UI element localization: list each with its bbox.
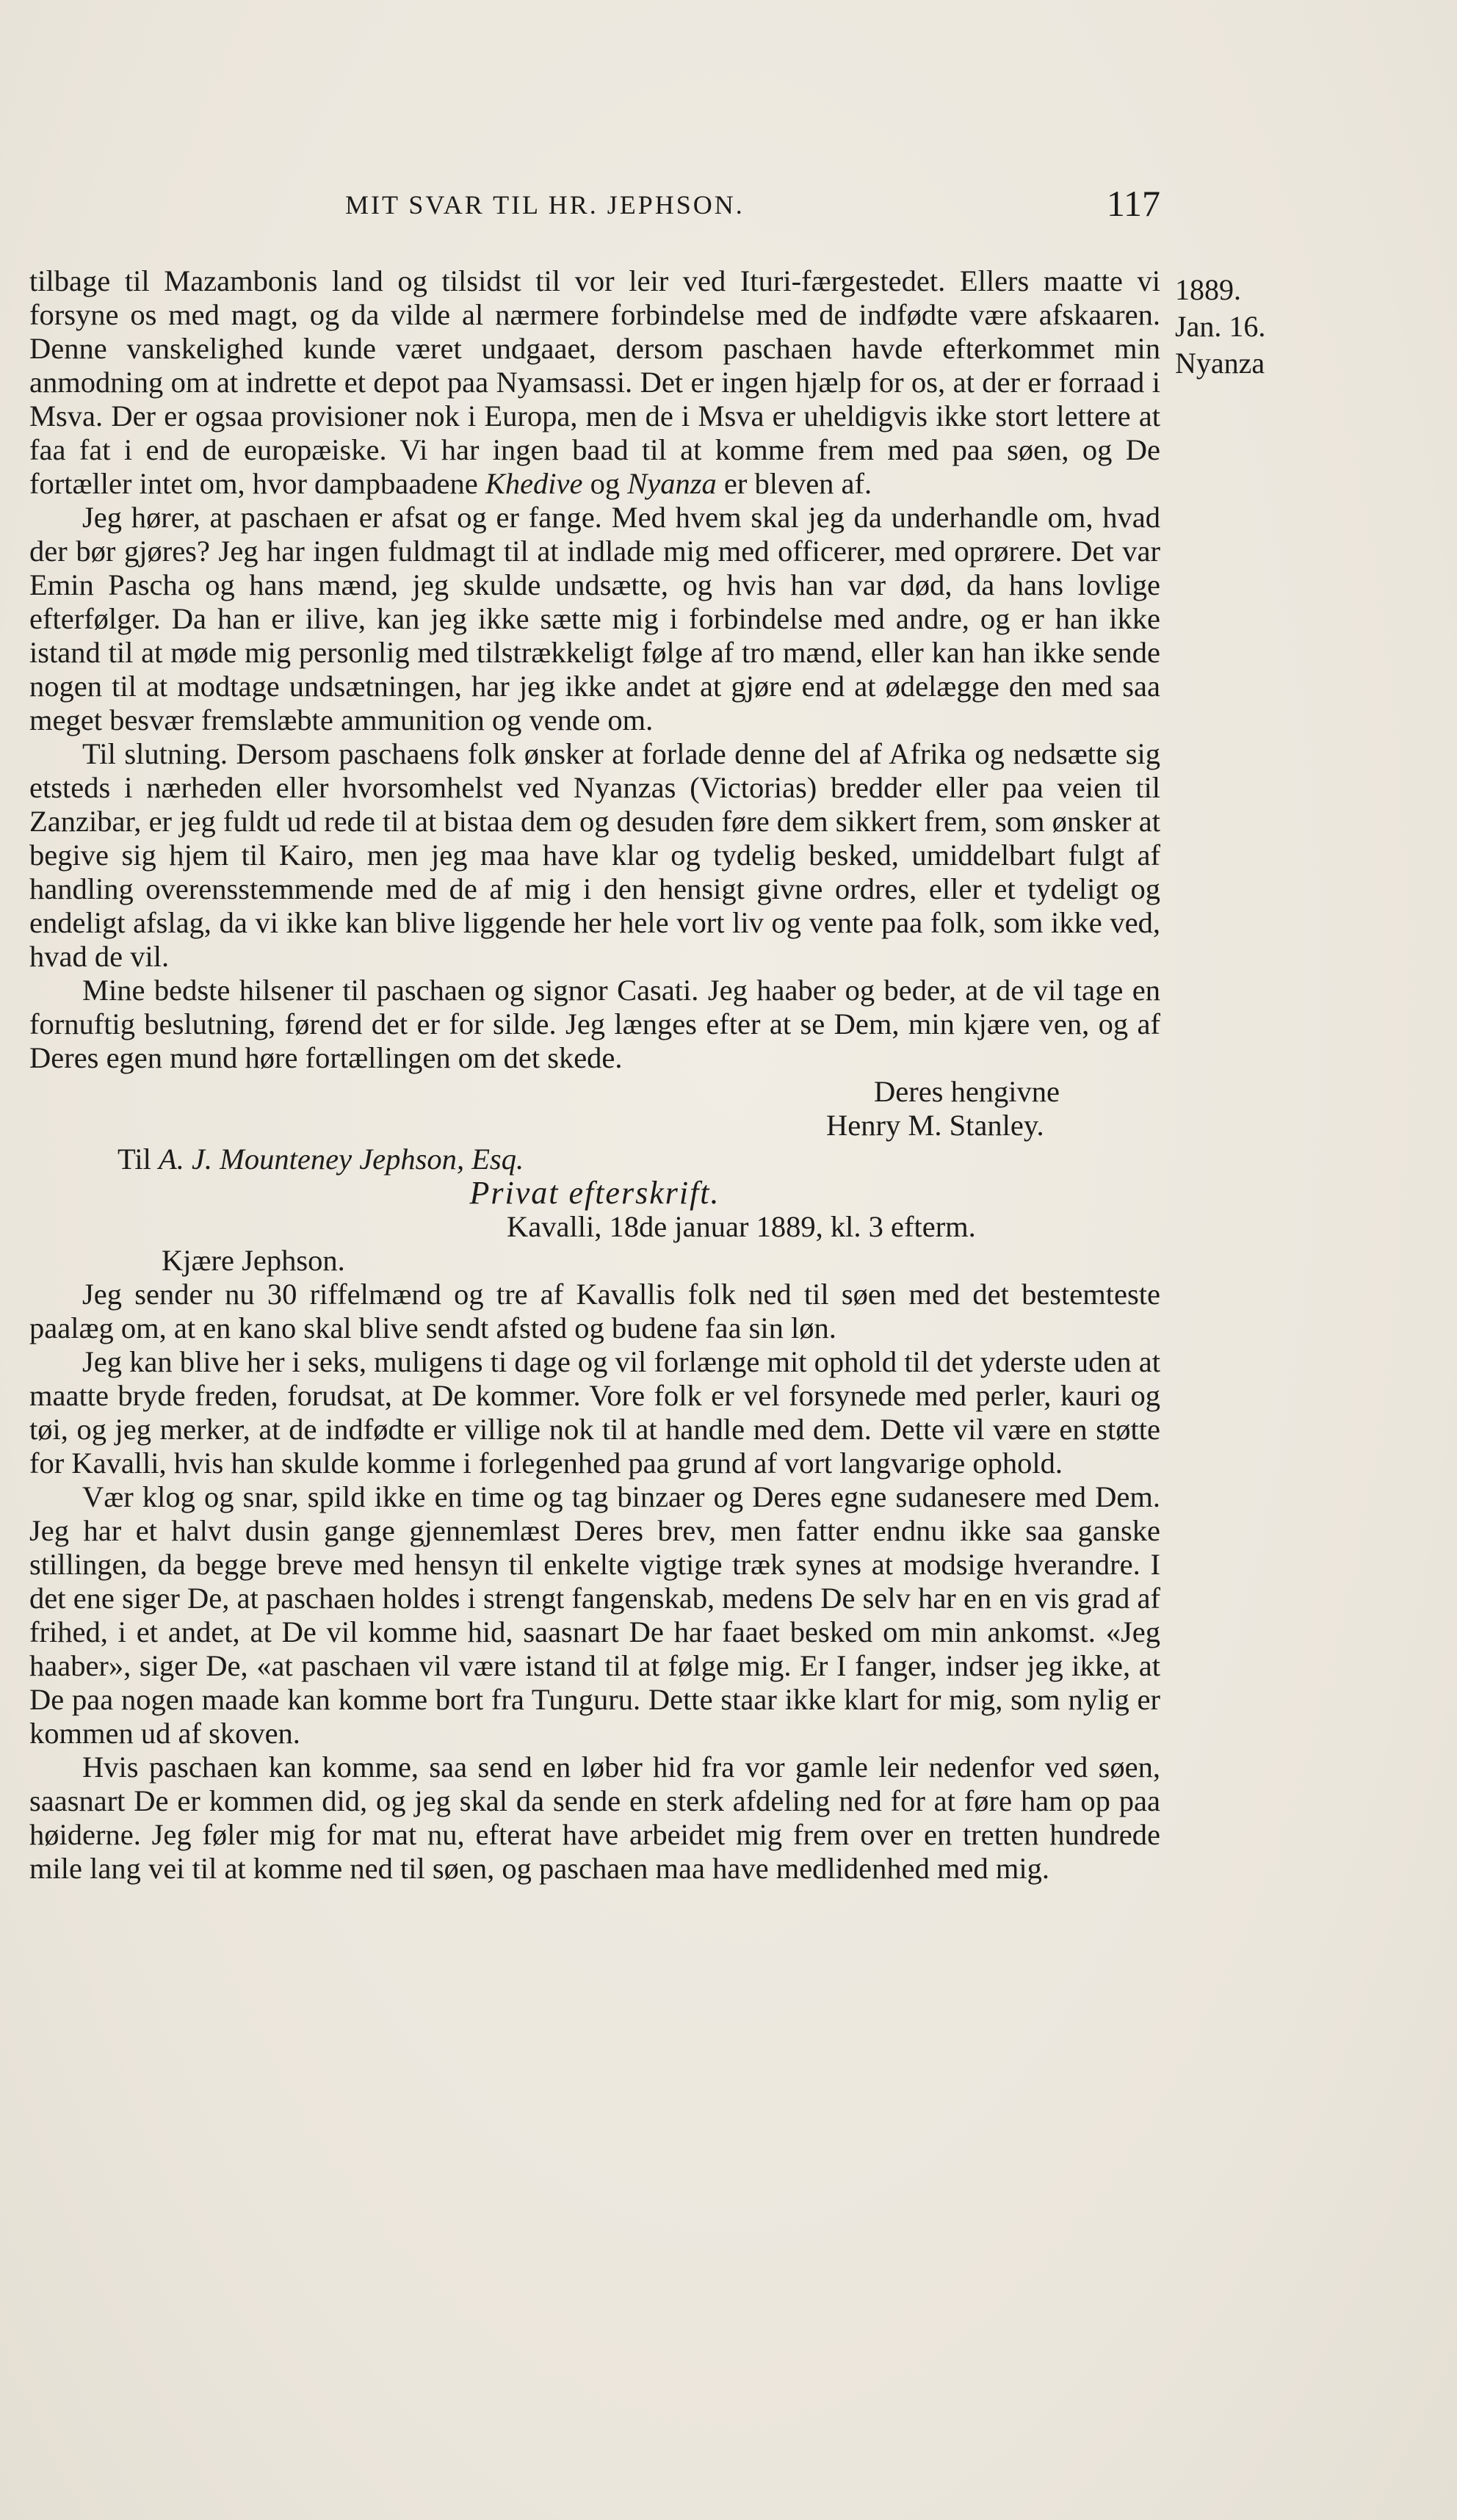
- page-number: 117: [1106, 183, 1160, 224]
- paragraph-1-end: er bleven af.: [716, 467, 872, 500]
- paragraph-4: Mine bedste hilsener til paschaen og signor Casati. Jeg haaber og beder, at de vil tage en fornuftig beslutning, førend det er for silde. Jeg længes efter at se Dem, min kjære ven, og af Deres egen mund høre fortællingen om det skede.: [29, 974, 1160, 1074]
- running-title: MIT SVAR TIL HR. JEPHSON.: [345, 190, 745, 220]
- margin-note-date: Jan. 16.: [1175, 310, 1266, 343]
- paragraph-1: [29, 264, 1160, 501]
- postscript-paragraph-4: Hvis paschaen kan komme, saa send en løber hid fra vor gamle leir nedenfor ved søen, saasnart De er kommen did, og jeg skal da sende en sterk afdeling ned for at føre ham op paa høiderne. Jeg føler mig for mat nu, efterat have arbeidet mig frem over en tretten hundrede mile lang vei til at komme ned til søen, og paschaen maa have medlidenhed med mig.: [29, 1750, 1160, 1885]
- page-header: [345, 182, 1160, 226]
- postscript-dateline: Kavalli, 18de januar 1889, kl. 3 efterm.: [507, 1210, 976, 1243]
- postscript-paragraph-1: Jeg sender nu 30 riffelmænd og tre af Kavallis folk ned til søen med det bestemteste paalæg om, at en kano skal blive sendt afsted og budene faa sin løn.: [29, 1278, 1160, 1344]
- margin-note-place: Nyanza: [1175, 347, 1265, 380]
- ship-name-nyanza: Nyanza: [627, 467, 717, 500]
- postscript-title: Privat efterskrift.: [469, 1175, 720, 1211]
- postscript-paragraph-3: Vær klog og snar, spild ikke en time og tag binzaer og Deres egne sudanesere med Dem. Jeg har et halvt dusin gange gjennemlæst Deres brev, men fatter endnu ikke saa ganske stillingen, da begge breve med hensyn til enkelte vigtige træk synes at modsige hverandre. I det ene siger De, at paschaen holdes i strengt fangenskab, medens De selv har en en vis grad af frihed, i et andet, at De vil komme hid, saasnart De har faaet besked om min ankomst. «Jeg haaber», siger De, «at paschaen vil være istand til at følge mig. Er I fanger, indser jeg ikke, at De paa nogen maade kan komme bort fra Tunguru. Dette staar ikke klart for mig, som nylig er kommen ud af skoven.: [29, 1480, 1160, 1750]
- margin-note: [1175, 272, 1337, 382]
- letter-body: [29, 264, 1160, 1886]
- paragraph-1-text: tilbage til Mazambonis land og tilsidst til vor leir ved Ituri-færgestedet. Ellers maatte vi forsyne os med magt, og da vilde al nærmere forbindelse med de indfødte være afskaaren. Denne vanskelighed kunde været undgaaet, dersom paschaen havde efterkommet min anmodning om at indrette et depot paa Nyamsassi. Det er ingen hjælp for os, at der er forraad i Msva. Der er ogsaa provisioner nok i Europa, men de i Msva er uheldigvis ikke stort lettere at faa fat i end de europæiske. Vi har ingen baad til at komme frem med paa søen, og De fortæller intet om, hvor dampbaadene: [29, 264, 1160, 500]
- postscript-salutation: Kjære Jephson.: [162, 1244, 345, 1277]
- addressee-prefix: Til: [118, 1143, 159, 1176]
- paragraph-2: Jeg hører, at paschaen er afsat og er fange. Med hvem skal jeg da underhandle om, hvad der bør gjøres? Jeg har ingen fuldmagt til at indlade mig med officerer, med oprørere. Det var Emin Pascha og hans mænd, jeg skulde undsætte, og hvis han var død, da hans lovlige efterfølger. Da han er ilive, kan jeg ikke sætte mig i forbindelse med andre, og er han ikke istand til at møde mig personlig med tilstrækkeligt følge af tro mænd, eller kan han ikke sende nogen til at modtage undsætningen, har jeg ikke andet at gjøre end at ødelægge den med saa meget besvær fremslæbte ammunition og vende om.: [29, 501, 1160, 736]
- signature-closing: Deres hengivne: [874, 1075, 1060, 1108]
- addressee-suffix: , Esq.: [456, 1143, 524, 1176]
- margin-note-year: 1889.: [1175, 273, 1241, 306]
- addressee-name: A. J. Mounteney Jephson: [158, 1143, 457, 1176]
- postscript-paragraph-2: Jeg kan blive her i seks, muligens ti dage og vil forlænge mit ophold til det yderste uden at maatte bryde freden, forudsat, at De kommer. Vore folk er vel forsynede med perler, kauri og tøi, og jeg merker, at de indfødte er villige nok til at handle med dem. Dette vil være en støtte for Kavalli, hvis han skulde komme i forlegenhed paa grund af vort langvarige ophold.: [29, 1345, 1160, 1480]
- paragraph-1-conjunction: og: [582, 467, 628, 500]
- addressee-line: [29, 1143, 1160, 1176]
- ship-name-khedive: Khedive: [485, 467, 583, 500]
- signature-name: Henry M. Stanley.: [826, 1109, 1044, 1142]
- paragraph-3: Til slutning. Dersom paschaens folk ønsker at forlade denne del af Afrika og nedsætte sig etsteds i nærheden eller hvorsomhelst ved Nyanzas (Victorias) bredder eller paa veien til Zanzibar, er jeg fuldt ud rede til at bistaa dem og desuden føre dem sikkert frem, som ønsker at begive sig hjem til Kairo, men jeg maa have klar og tydelig besked, umiddelbart fulgt af handling overensstemmende med de af mig i den hensigt givne ordres, eller et tydeligt og endeligt afslag, da vi ikke kan blive liggende her hele vort liv og vente paa folk, som ikke ved, hvad de vil.: [29, 737, 1160, 973]
